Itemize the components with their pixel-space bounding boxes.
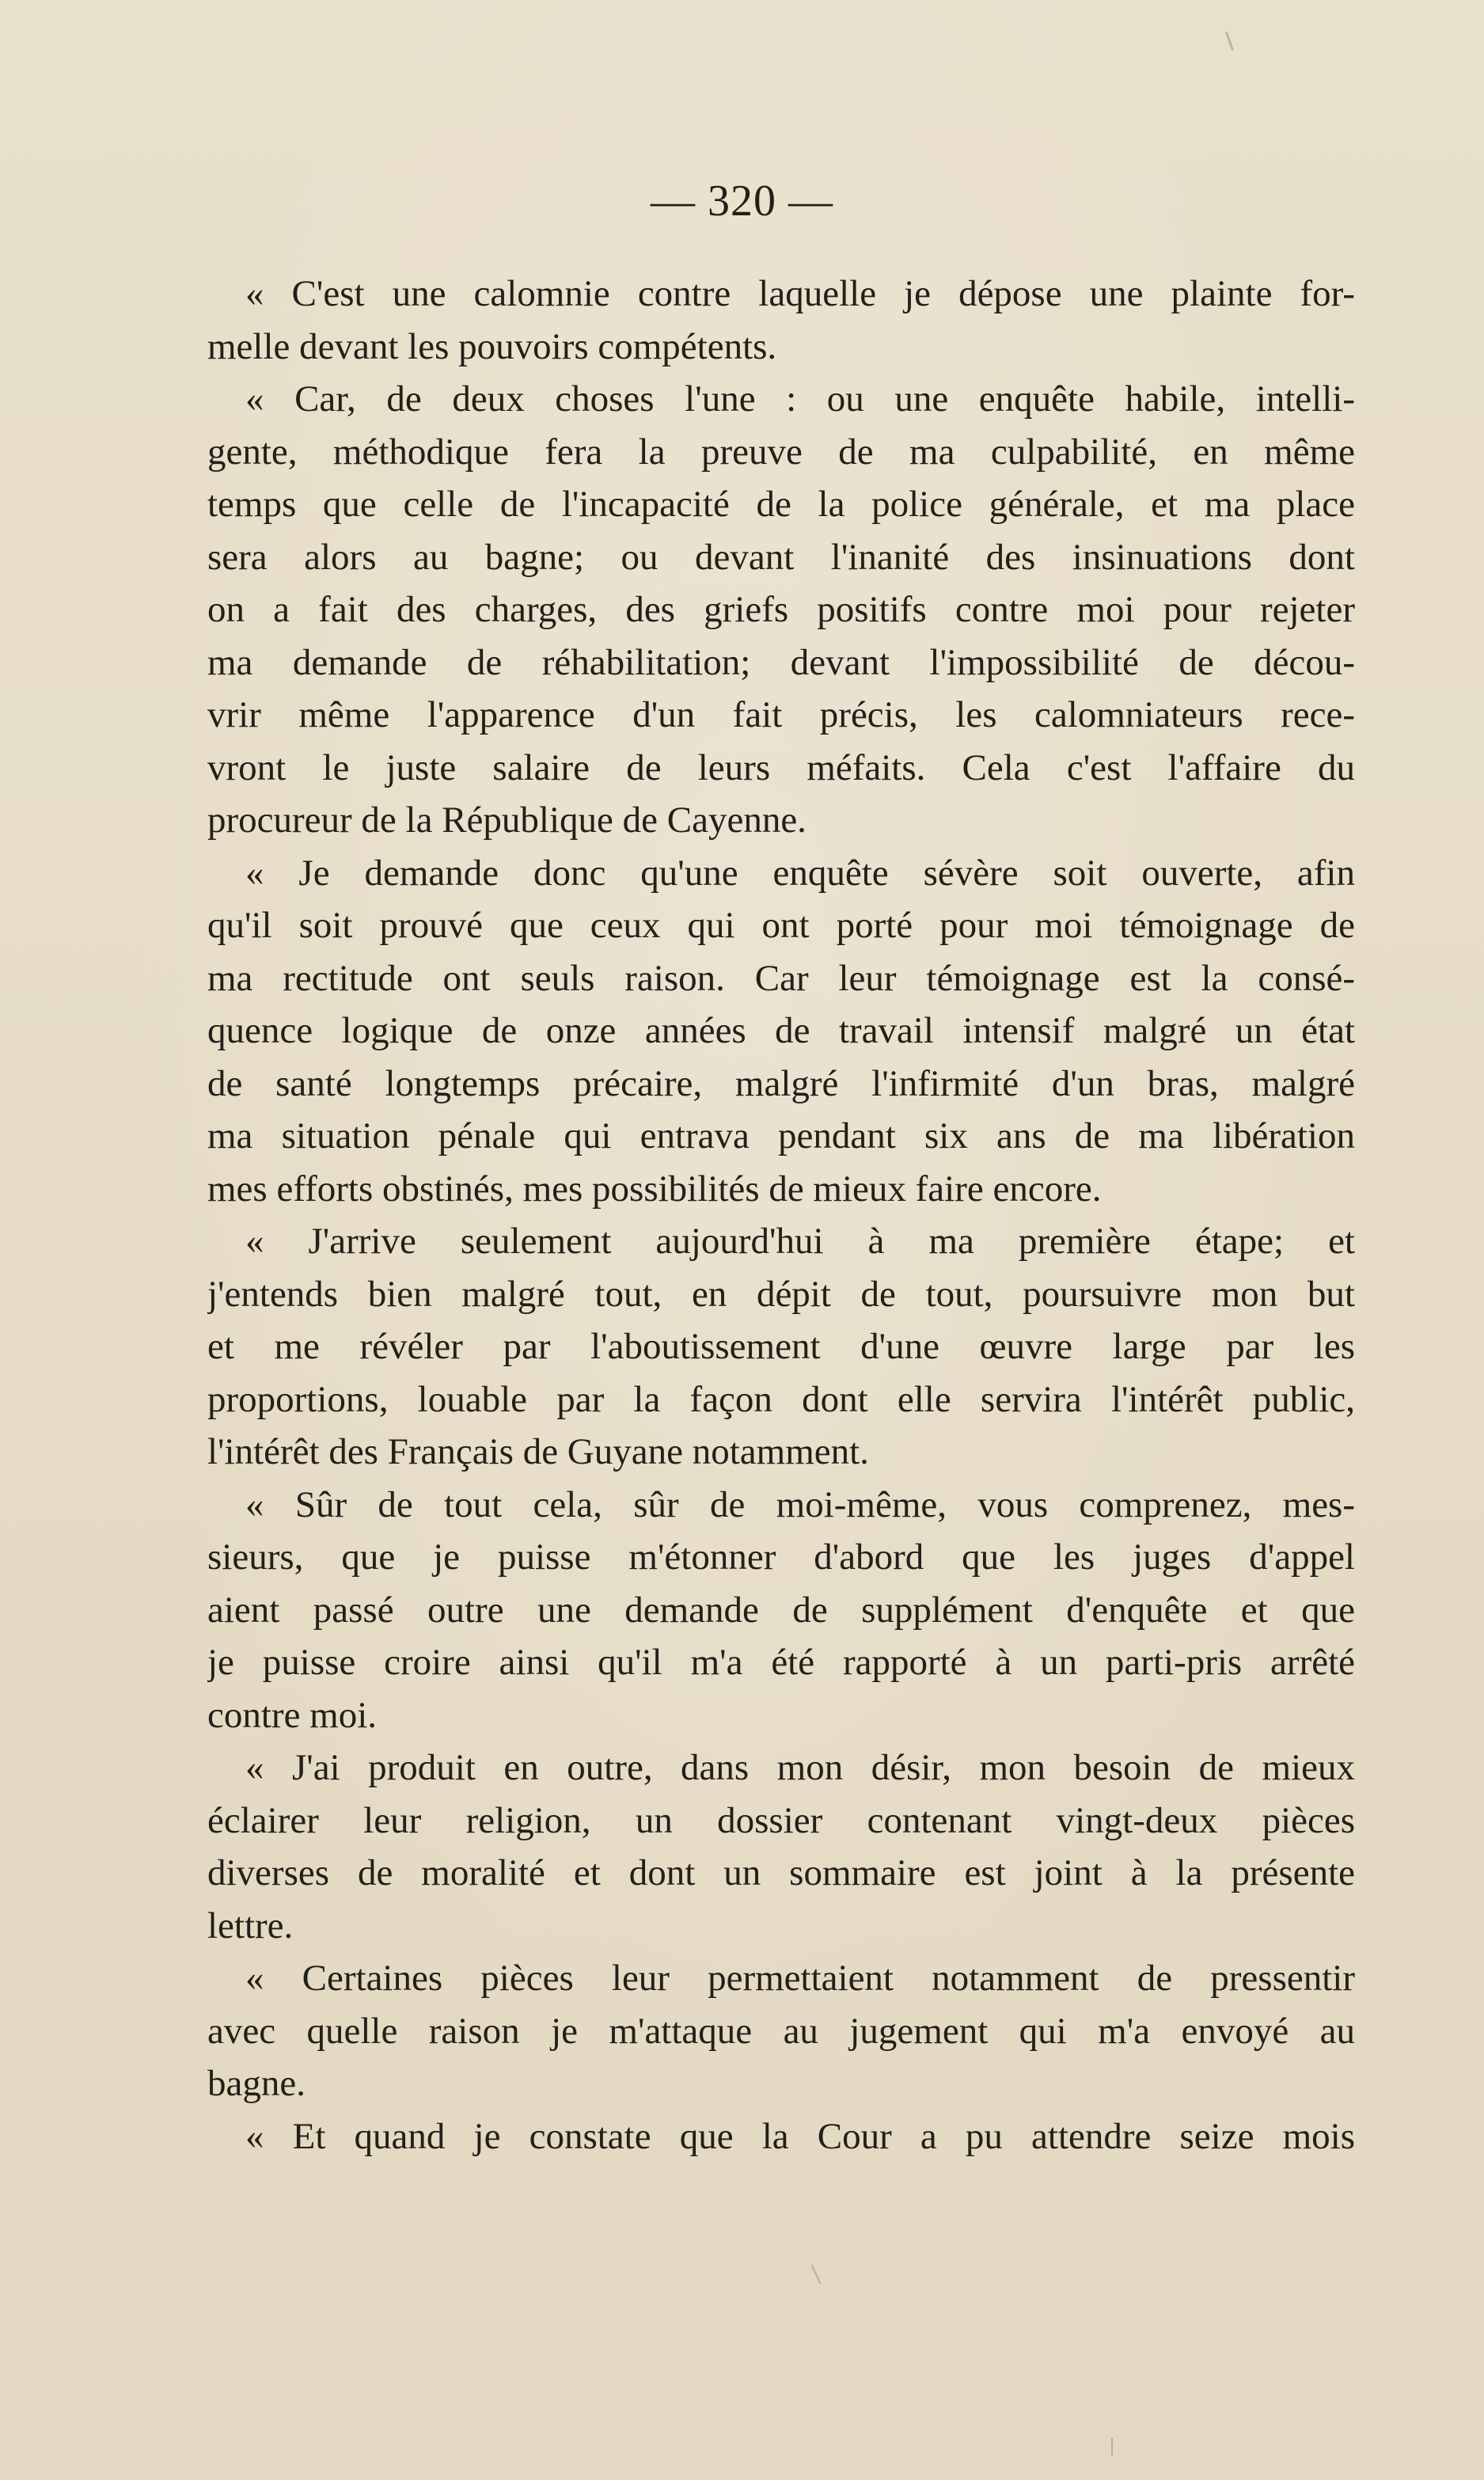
text-line: ma demande de réhabilitation; devant l'impossibilité de décou- [207,641,1355,683]
text-line: de santé longtemps précaire, malgré l'infirmité d'un bras, malgré [207,1062,1355,1104]
text-line: aient passé outre une demande de supplément d'enquête et que [207,1589,1355,1631]
text-line: contre moi. [207,1694,378,1736]
paper-mark [811,2265,822,2284]
text-line: sieurs, que je puisse m'étonner d'abord que les juges d'appel [207,1536,1355,1578]
text-line: je puisse croire ainsi qu'il m'a été rapporté à un parti-pris arrêté [207,1642,1355,1683]
text-line: lettre. [207,1905,294,1946]
text-line: bagne. [207,2063,306,2104]
text-line: « J'arrive seulement aujourd'hui à ma première étape; et [245,1221,1355,1262]
text-line: vront le juste salaire de leurs méfaits. Cela c'est l'affaire du [207,746,1355,788]
paper-mark [1111,2438,1113,2455]
text-line: sera alors au bagne; ou devant l'inanité des insinuations dont [207,536,1355,578]
page-number: — 320 — [651,177,833,226]
text-line: procureur de la République de Cayenne. [207,799,807,841]
body-text [207,268,1355,2163]
text-line: melle devant les pouvoirs compétents. [207,325,777,367]
paper-mark [1225,32,1234,51]
text-line: l'intérêt des Français de Guyane notamment. [207,1431,869,1472]
text-line: « C'est une calomnie contre laquelle je dépose une plainte for- [245,273,1355,314]
text-line: ma rectitude ont seuls raison. Car leur témoignage est la consé- [207,957,1355,999]
text-line: « Et quand je constate que la Cour a pu attendre seize mois [245,2115,1355,2157]
text-line: proportions, louable par la façon dont elle servira l'intérêt public, [207,1378,1355,1420]
text-line: « J'ai produit en outre, dans mon désir, mon besoin de mieux [245,1747,1355,1788]
text-line: quence logique de onze années de travail intensif malgré un état [207,1010,1355,1051]
text-line: « Car, de deux choses l'une : ou une enquête habile, intelli- [245,378,1355,420]
text-line: gente, méthodique fera la preuve de ma culpabilité, en même [207,431,1355,473]
text-line: avec quelle raison je m'attaque au jugement qui m'a envoyé au [207,2010,1355,2052]
text-line: on a fait des charges, des griefs positifs contre moi pour rejeter [207,589,1355,630]
text-line: mes efforts obstinés, mes possibilités de mieux faire encore. [207,1168,1102,1210]
text-line: diverses de moralité et dont un sommaire est joint à la présente [207,1852,1355,1893]
text-line: qu'il soit prouvé que ceux qui ont porté pour moi témoignage de [207,905,1355,946]
text-line: « Certaines pièces leur permettaient notamment de pressentir [245,1958,1355,1999]
text-line: et me révéler par l'aboutissement d'une œuvre large par les [207,1326,1355,1367]
text-line: « Sûr de tout cela, sûr de moi-même, vous comprenez, mes- [245,1483,1355,1525]
text-line: éclairer leur religion, un dossier contenant vingt-deux pièces [207,1799,1355,1841]
text-line: j'entends bien malgré tout, en dépit de tout, poursuivre mon but [207,1273,1355,1315]
text-line: vrir même l'apparence d'un fait précis, les calomniateurs rece- [207,694,1355,735]
text-line: temps que celle de l'incapacité de la police générale, et ma place [207,484,1355,525]
text-line: ma situation pénale qui entrava pendant six ans de ma libération [207,1115,1355,1156]
text-line: « Je demande donc qu'une enquête sévère soit ouverte, afin [245,852,1355,894]
